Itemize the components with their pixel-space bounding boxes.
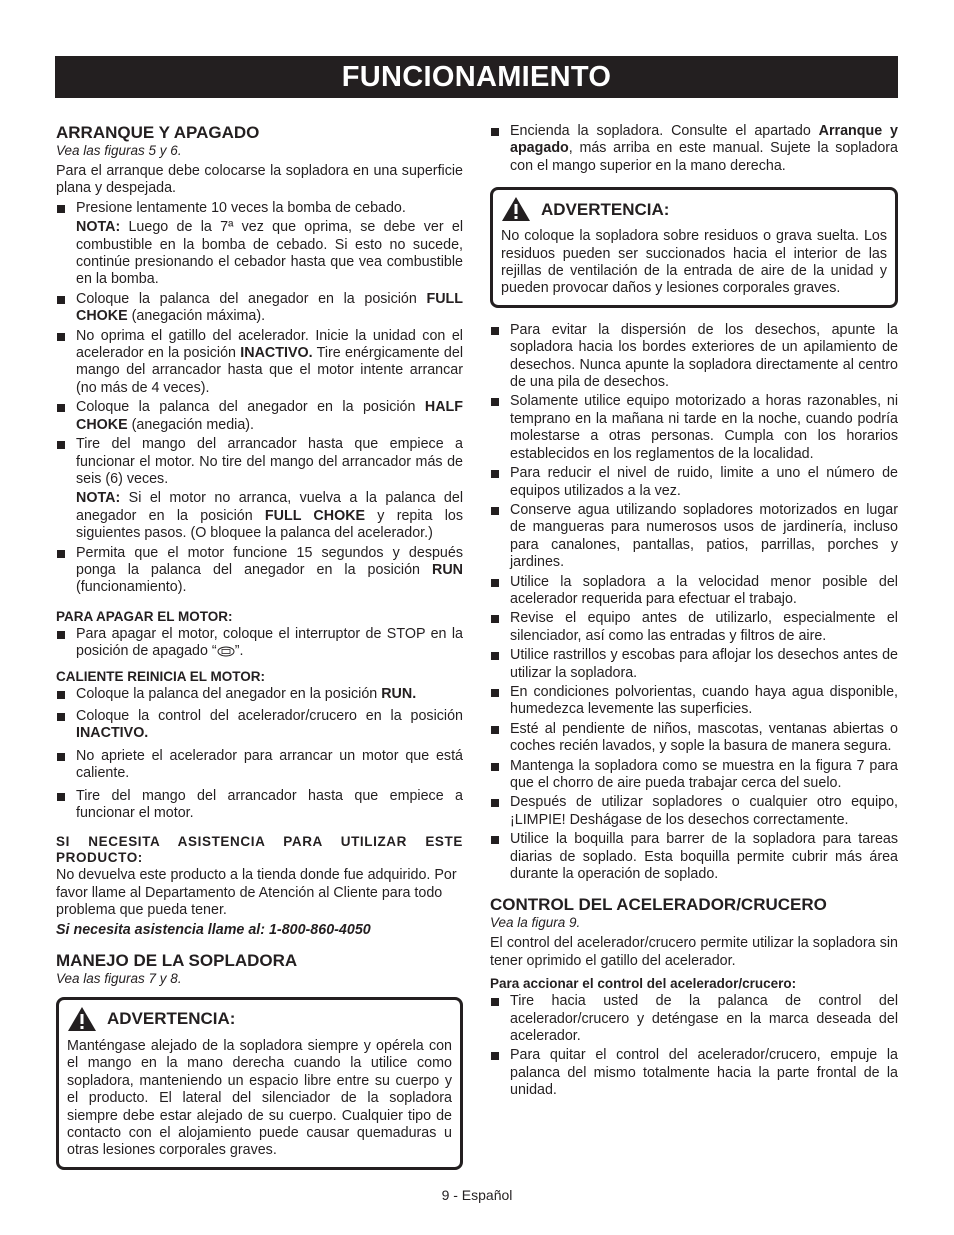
section-title-control: CONTROL DEL ACELERADOR/CRUCERO [490, 895, 827, 915]
list-item: Coloque la palanca del anegador en la posición HALF CHOKE (anegación media). [56, 399, 463, 434]
paragraph: El control del acelerador/crucero permite utilizar la sopladora sin tener oprimido el gatillo del acelerador. [490, 935, 898, 969]
list-item: Tire hacia usted de la palanca de control del acelerador/crucero y deténgase en la marca deseada del acelerador. [490, 993, 898, 1045]
page-title: FUNCIONAMIENTO [55, 56, 898, 98]
left-column [56, 123, 463, 1176]
list-item: Utilice rastrillos y escobas para aflojar los desechos antes de utilizar la sopladora. [490, 647, 898, 682]
figure-reference: Vea las figuras 5 y 6. [56, 143, 182, 158]
list-item: Para evitar la dispersión de los desechos, apunte la sopladora hacia los bordes exteriores de un apilamiento de desechos. Nunca apunte la sopladora directamente al centro de una pila de desechos. [490, 322, 898, 392]
section-title-manejo: MANEJO DE LA SOPLADORA [56, 951, 298, 971]
list-item: Solamente utilice equipo motorizado a horas razonables, ni temprano en la mañana ni tarde en la noche, cuando podría molestarse a otras personas. Cumpla con los horarios establecidos en los reglamentos de la localidad. [490, 393, 898, 463]
warning-title: ADVERTENCIA: [541, 199, 670, 219]
operation-start-list [490, 123, 898, 175]
paragraph: Para el arranque debe colocarse la sopladora en una superficie plana y despejada. [56, 163, 463, 197]
usage-tips-list [490, 322, 898, 884]
warning-text: Manténgase alejado de la sopladora siempre y opérela con el mango en la mano derecha cuando la utilice como sopladora, manteniendo un espacio libre entre su cuerpo y el producto. El lateral del silenciador de la sopladora siempre debe estar alejado de su cuerpo. Cualquier tipo de contacto con el alojamiento puede causar quemaduras u otras lesiones corporales graves. [67, 1038, 452, 1159]
subheading-hot-restart: CALIENTE REINICIA EL MOTOR: [56, 668, 266, 684]
subheading-stop: PARA APAGAR EL MOTOR: [56, 608, 233, 624]
list-item: Encienda la sopladora. Consulte el apartado Arranque y apagado, más arriba en este manual. Sujete la sopladora con el mango superior en la mano derecha. [490, 123, 898, 175]
note: NOTA: Si el motor no arranca, vuelva a la palanca del anegador en la posición FULL CHOKE y repita los siguientes pasos. (O bloquee la palanca del acelerador.) [76, 490, 463, 542]
stop-list [56, 626, 463, 661]
subheading-cruise: Para accionar el control del acelerador/crucero: [490, 976, 797, 992]
list-item: Para quitar el control del acelerador/crucero, empuje la palanca del mismo totalmente hacia la parte frontal de la unidad. [490, 1047, 898, 1099]
list-item: Esté al pendiente de niños, mascotas, ventanas abiertas o coches recién lavados, y sople la basura de manera segura. [490, 721, 898, 756]
page-footer: 9 - Español [441, 1187, 513, 1203]
warning-triangle-icon [501, 196, 531, 222]
subheading-assistance: SI NECESITA ASISTENCIA PARA UTILIZAR ESTE PRODUCTO: [56, 834, 463, 866]
list-item: Para reducir el nivel de ruido, limite a uno el número de equipos utilizados a la vez. [490, 465, 898, 500]
warning-triangle-icon [67, 1006, 97, 1032]
warning-box [490, 187, 898, 308]
note: NOTA: Luego de la 7ª vez que oprima, se debe ver el combustible en la bomba de cebado. Si esto no sucede, continúe presionando el cebador hasta que vea combustible en la bomba. [76, 219, 463, 288]
list-item: Coloque la palanca del anegador en la posición FULL CHOKE (anegación máxima). [56, 291, 463, 326]
paragraph: No devuelva este producto a la tienda donde fue adquirido. Por favor llame al Departamento de Atención al Cliente para todo problema que pueda tener. [56, 867, 457, 919]
hot-restart-list [56, 686, 463, 823]
list-item: Conserve agua utilizando sopladores motorizados en lugar de mangueras para numerosos usos de jardinería, incluso para canalones, pantallas, patios, parrillas, porches y jardines. [490, 502, 898, 572]
list-item: Presione lentamente 10 veces la bomba de cebado. NOTA: Luego de la 7ª vez que oprima, se debe ver el combustible en la bomba de cebado. Si esto no sucede, continúe presionando el cebador hasta que vea combustible en la bomba. [56, 200, 463, 289]
warning-text: No coloque la sopladora sobre residuos o grava suelta. Los residuos pueden ser succionados hacia el interior de las rejillas de ventilación de la entrada de aire de la unidad y pueden provocar daños y lesiones corporales graves. [501, 228, 887, 297]
list-item: No oprima el gatillo del acelerador. Inicie la unidad con el acelerador en la posición INACTIVO. Tire enérgicamente del mango del arrancador hasta que el motor intente arrancar (no más de 4 veces). [56, 328, 463, 398]
stop-switch-icon [217, 646, 235, 657]
list-item: Mantenga la sopladora como se muestra en la figura 7 para que el chorro de aire pueda trabajar cerca del suelo. [490, 758, 898, 793]
figure-reference: Vea las figuras 7 y 8. [56, 971, 182, 987]
list-item: En condiciones polvorientas, cuando haya agua disponible, humedezca levemente las superficies. [490, 684, 898, 719]
figure-reference: Vea la figura 9. [490, 915, 581, 931]
list-item: Para apagar el motor, coloque el interruptor de STOP en la posición de apagado “ ”. [56, 626, 463, 661]
list-item: No apriete el acelerador para arrancar un motor que está caliente. [56, 748, 463, 783]
right-column [490, 123, 898, 1102]
list-item: Revise el equipo antes de utilizarlo, especialmente el silenciador, así como las entradas y filtros de aire. [490, 610, 898, 645]
list-item: Tire del mango del arrancador hasta que empiece a funcionar el motor. [56, 788, 463, 823]
section-title-arranque: ARRANQUE Y APAGADO [56, 123, 260, 142]
assistance-phone: Si necesita asistencia llame al: 1-800-860-4050 [56, 921, 371, 938]
warning-title: ADVERTENCIA: [107, 1009, 236, 1029]
list-item: Tire del mango del arrancador hasta que empiece a funcionar el motor. No tire del mango del arrancador más de seis (6) veces. NOTA: Si el motor no arranca, vuelva a la palanca del anegador en la posición FULL CHOKE y repita los siguientes pasos. (O bloquee la palanca del acelerador.) [56, 436, 463, 542]
list-item: Después de utilizar sopladores o cualquier otro equipo, ¡LIMPIE! Deshágase de los desechos correctamente. [490, 794, 898, 829]
warning-box [56, 997, 463, 1170]
list-item: Coloque la palanca del anegador en la posición RUN. [56, 686, 463, 703]
list-item: Utilice la sopladora a la velocidad menor posible del acelerador requerida para efectuar el trabajo. [490, 574, 898, 609]
cruise-list [490, 993, 898, 1099]
list-item: Permita que el motor funcione 15 segundos y después ponga la palanca del anegador en la posición RUN (funcionamiento). [56, 545, 463, 597]
list-item: Coloque la control del acelerador/crucero en la posición INACTIVO. [56, 708, 463, 743]
start-steps-list [56, 200, 463, 597]
list-item: Utilice la boquilla para barrer de la sopladora para tareas diarias de soplado. Esta boquilla permite cubrir más área durante la operación de soplado. [490, 831, 898, 883]
